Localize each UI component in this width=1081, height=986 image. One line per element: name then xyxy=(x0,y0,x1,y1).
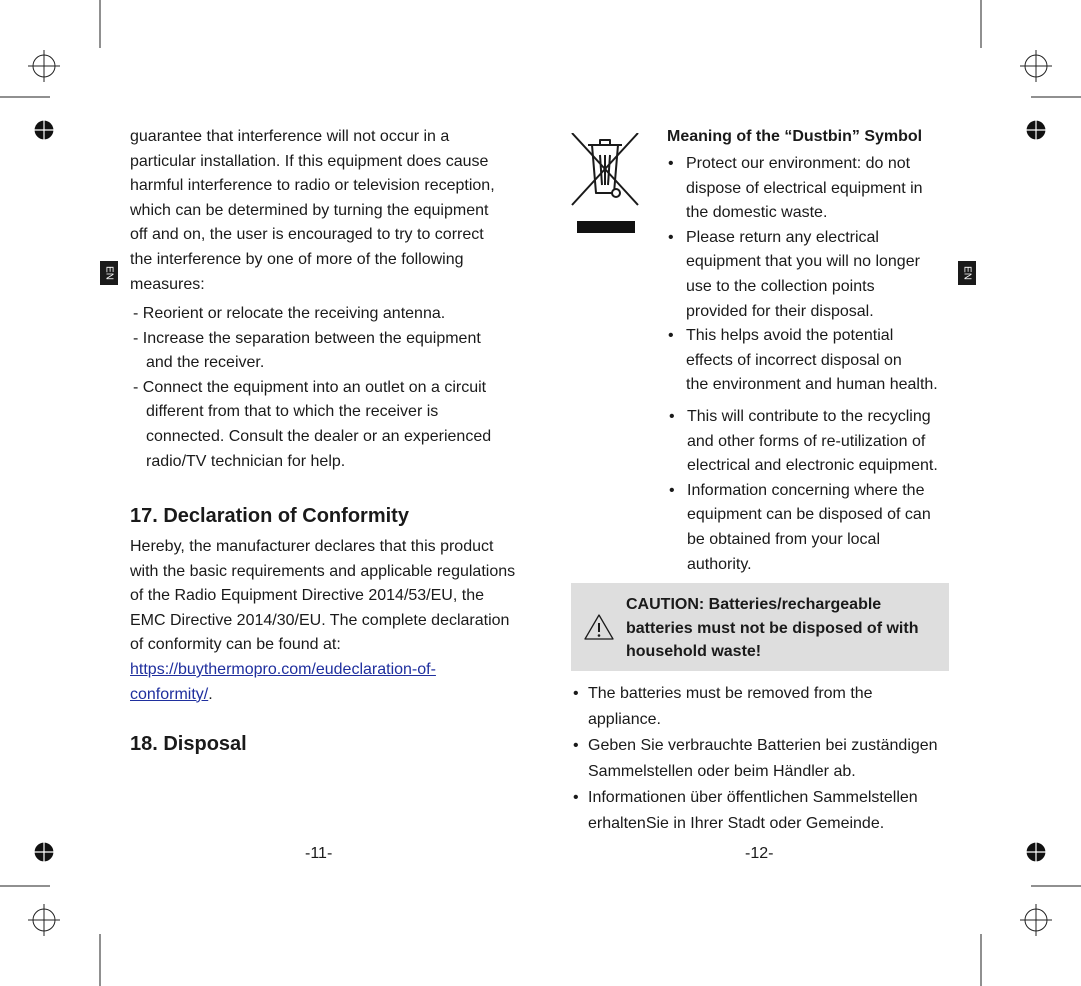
dustbin-bullets xyxy=(668,152,938,398)
link-period: . xyxy=(208,685,213,703)
crossed-dustbin-icon xyxy=(570,133,640,233)
language-tab-right xyxy=(958,261,976,285)
battery-bullets xyxy=(573,681,938,837)
page-number-left: -11- xyxy=(305,845,333,862)
list-item: • The batteries must be removed from the appliance. xyxy=(573,681,938,733)
section-17-title: 17. Declaration of Conformity xyxy=(130,505,409,527)
list-item: • Protect our environment: do not dispose of electrical equipment in the domestic waste. xyxy=(668,152,938,226)
caution-box xyxy=(571,583,949,671)
list-item: • Information concerning where the equipment can be disposed of can be obtained from your local authority. xyxy=(669,479,938,577)
warning-triangle-icon xyxy=(583,613,615,641)
list-item: • Please return any electrical equipment that you will no longer use to the collection points provided for their disposal. xyxy=(668,226,938,324)
interference-paragraph: guarantee that interference will not occur in a particular installation. If this equipment does cause harmful interference to radio or television reception, which can be determined by turning the equipment off and on, the user is encouraged to try to correct the interference by one of more of the following measures: xyxy=(130,128,495,293)
language-tab-label: EN xyxy=(961,266,973,280)
declaration-link-part2[interactable]: conformity/ xyxy=(130,685,209,703)
list-item: • Geben Sie verbrauchte Batterien bei zuständigen Sammelstellen oder beim Händler ab. xyxy=(573,733,938,785)
section-18-title: 18. Disposal xyxy=(130,733,247,755)
page-number-right: -12- xyxy=(745,845,774,862)
language-tab-left xyxy=(100,261,118,285)
measures-list: - Reorient or relocate the receiving antenna. - Increase the separation between the equipment and the receiver. - Connect the equipment into an outlet on a circuit different from that to which the receiver is connected. Consult the dealer or an experienced radio/TV technician for help. xyxy=(133,305,492,470)
language-tab-label: EN xyxy=(103,266,115,280)
dustbin-bullets-continued xyxy=(669,405,938,577)
declaration-link-part1[interactable]: https://buythermopro.com/eudeclaration-of- xyxy=(130,660,436,678)
list-item: • This helps avoid the potential effects of incorrect disposal on the environment and human health. xyxy=(668,324,938,398)
dustbin-symbol-title: Meaning of the “Dustbin” Symbol xyxy=(667,128,923,145)
list-item: • Informationen über öffentlichen Sammelstellen erhaltenSie in Ihrer Stadt oder Gemeinde. xyxy=(573,785,938,837)
declaration-paragraph: Hereby, the manufacturer declares that this product with the basic requirements and applicable regulations of the Radio Equipment Directive 2014/53/EU, the EMC Directive 2014/30/EU. The complete declaration of conformity can be found at: https://buythermopro.com/eudeclaration-of- conformity/. xyxy=(130,538,516,703)
list-item: • This will contribute to the recycling and other forms of re-utilization of electrical and electronic equipment. xyxy=(669,405,938,479)
caution-text: CAUTION: Batteries/rechargeable batteries must not be disposed of with household waste! xyxy=(626,596,919,660)
